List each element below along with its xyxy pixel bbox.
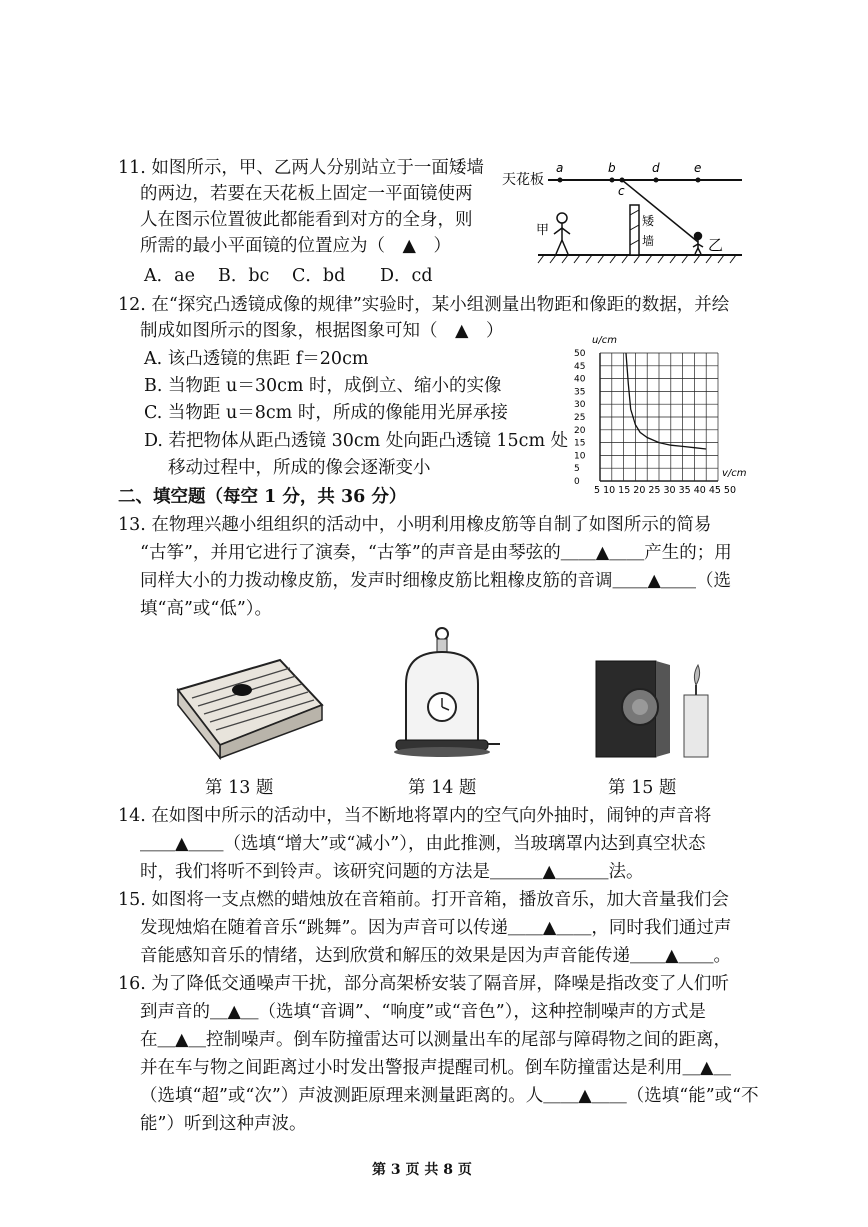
y-tick-label: 40 [574,374,586,385]
q13-line-4: 填“高”或“低”）。 [140,599,273,619]
y-tick-label: 10 [574,451,586,462]
svg-text:a: a [556,161,564,175]
svg-text:墙: 墙 [642,234,655,248]
svg-text:乙: 乙 [708,236,724,254]
q12-lens-chart [570,333,750,498]
svg-text:c: c [618,184,625,198]
q16-line-3: 在＿▲＿控制噪声。倒车防撞雷达可以测量出车的尾部与障碍物之间的距离， [140,1030,731,1050]
q14-line-1: 14. 在如图中所示的活动中，当不断地将罩内的空气向外抽时，闹钟的声音将 [118,806,712,826]
q13-line-2: “古筝”，并用它进行了演奏，“古筝”的声音是由琴弦的＿＿▲＿＿产生的；用 [140,543,732,563]
q11-option-a: A．ae [144,266,195,286]
y-tick-label: 35 [574,387,586,398]
q13-line-3: 同样大小的力拨动橡皮筋，发声时细橡皮筋比粗橡皮筋的音调＿＿▲＿＿（选 [140,571,731,591]
svg-text:矮: 矮 [642,214,655,228]
y-tick-label: 0 [574,477,580,487]
q12-line-2: 制成如图所示的图象，根据图象可知（ ▲ ） [140,321,504,341]
svg-text:甲: 甲 [536,223,550,238]
q12-option-c: C. 当物距 u＝8cm 时，所成的像能用光屏承接 [144,403,508,423]
chart-xlabel: v/cm [722,468,747,479]
page-footer: 第 3 页 共 8 页 [372,1162,472,1178]
caption-q13: 第 13 题 [205,778,274,798]
q15-line-1: 15. 如图将一支点燃的蜡烛放在音箱前。打开音箱，播放音乐，加大音量我们会 [118,890,729,910]
y-tick-label: 50 [574,349,586,359]
person-yi [693,233,703,255]
y-tick-label: 30 [574,400,586,411]
q12-option-d-cont: 移动过程中，所成的像会逐渐变小 [168,458,431,478]
caption-q15: 第 15 题 [608,778,677,798]
person-jia [554,213,570,254]
q11-option-d: D．cd [380,266,433,286]
q11-line-4: 所需的最小平面镜的位置应为（ ▲ ） [140,236,451,256]
q13-line-1: 13. 在物理兴趣小组组织的活动中，小明利用橡皮筋等自制了如图所示的简易 [118,515,712,535]
svg-text:e: e [694,161,702,175]
q16-line-5: （选填“超”或“次”）声波测距原理来测量距离的。人＿＿▲＿＿（选填“能”或“不 [140,1086,759,1106]
svg-text:b: b [608,161,616,175]
q12-option-b: B. 当物距 u＝30cm 时，成倒立、缩小的实像 [144,376,502,396]
q12-line-1: 12. 在“探究凸透镜成像的规律”实验时，某小组测量出物距和像距的数据，并绘 [118,295,730,315]
chart-x-tick-labels: 5 10 15 20 25 30 35 40 45 50 [594,485,737,496]
chart-y-ticks [574,349,586,487]
q11-line-3: 人在图示位置彼此都能看到对方的全身，则 [140,210,473,230]
q14-line-3: 时，我们将听不到铃声。该研究问题的方法是＿＿＿▲＿＿＿法。 [140,862,644,882]
q16-line-1: 16. 为了降低交通噪声干扰，部分高架桥安装了隔音屏，降噪是指改变了人们听 [118,974,729,994]
q16-line-4: 并在车与物之间距离过小时发出警报声提醒司机。倒车防撞雷达是利用＿▲＿ [140,1058,731,1078]
section-2-title: 二、填空题（每空 1 分，共 36 分） [118,487,407,507]
y-tick-label: 15 [574,438,586,449]
q11-option-c: C．bd [292,266,346,286]
q12-option-a: A. 该凸透镜的焦距 f＝20cm [144,349,369,369]
y-tick-label: 45 [574,361,586,372]
y-tick-label: 20 [574,425,586,436]
caption-q14: 第 14 题 [408,778,477,798]
q11-line-1: 11. 如图所示，甲、乙两人分别站立于一面矮墙 [118,158,484,178]
q11-mirror-figure [500,150,750,270]
svg-text:d: d [652,161,660,175]
speaker-candle-image [588,655,718,760]
chart-ylabel: u/cm [592,335,617,346]
bell-jar-image [392,622,502,762]
q12-option-d: D. 若把物体从距凸透镜 30cm 处向距凸透镜 15cm 处 [144,431,569,451]
q16-line-2: 到声音的＿▲＿（选填“音调”、“响度”或“音色”），这种控制噪声的方式是 [140,1002,706,1022]
ceiling-label: 天花板 [502,172,544,188]
q16-line-6: 能”）听到这种声波。 [140,1114,307,1134]
q11-option-b: B．bc [218,266,270,286]
y-tick-label: 25 [574,413,586,423]
y-tick-label: 5 [574,464,580,475]
q15-line-3: 音能感知音乐的情绪，达到欣赏和解压的效果是因为声音能传递＿＿▲＿＿。 [140,946,731,966]
q14-line-2: ＿＿▲＿＿（选填“增大”或“减小”），由此推测，当玻璃罩内达到真空状态 [140,834,706,854]
q11-line-2: 的两边，若要在天花板上固定一平面镜使两 [140,184,473,204]
chart-grid [600,353,718,481]
q15-line-2: 发现烛焰在随着音乐“跳舞”。因为声音可以传递＿＿▲＿＿，同时我们通过声 [140,918,732,938]
guzheng-image [170,650,330,760]
